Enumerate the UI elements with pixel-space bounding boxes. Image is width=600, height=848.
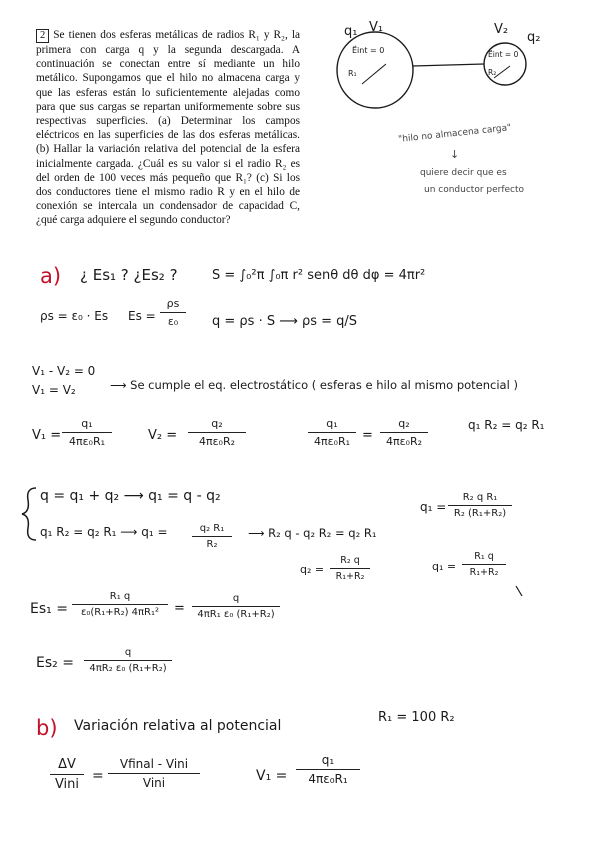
es-label: Es = <box>128 309 156 323</box>
relative-variation-equals: = <box>92 768 104 784</box>
diagram-r2-label: R₂ <box>488 68 497 77</box>
charge-radius-product: q₁ R₂ = q₂ R₁ <box>468 418 545 432</box>
q1-final-denominator: R₁+R₂ <box>469 567 499 578</box>
wire-note-line1: quiere decir que es <box>420 168 507 178</box>
v2-label: V₂ = <box>148 428 178 443</box>
relative-variation-numerator: ΔV <box>58 757 76 772</box>
part-a-label: a) <box>40 264 62 288</box>
problem-number: 2 <box>36 29 49 43</box>
es1-denominator: ε₀(R₁+R₂) 4πR₁² <box>80 607 160 618</box>
problem-text: Se tienen dos esferas metálicas de radios R₁ y R₂, la primera con carga q y la segunda descargada. A continuación se conectan entre sí mediante un hilo metálico. Supongamos que el hilo no almacena carga y que las esferas están lo suficientemente alejadas como para que sus cargas se repartan uniformemente sobre sus respectivas superficies. (a) Determinar los campos eléctricos en las superficies de las dos esferas metálicas. (b) Hallar la variación relativa del potencial de la esfera inicialmente cargada. ¿Cuál es su valor si el radio R₂ es del orden de 100 veces más pequeño que R₁? (c) Si los dos conductores tiene el mismo radio R y en el hilo de conexión se intercala un condensador de capacidad C, ¿qué carga adquiere el segundo conductor? <box>36 29 300 227</box>
ratio-numerator-2: q₂ <box>398 417 410 430</box>
potential-equal: V₁ = V₂ <box>32 383 76 397</box>
ratio-equals: = <box>362 428 373 443</box>
es1-simplified-fraction <box>192 593 280 620</box>
v1-numerator: q₁ <box>81 417 93 430</box>
ratio-numerator-1: q₁ <box>326 417 338 430</box>
v1-denominator: 4πε₀R₁ <box>68 435 106 448</box>
es1-fraction <box>72 591 168 618</box>
wire-note-quote: "hilo no almacena carga" <box>397 123 512 145</box>
part-b-v1-numerator: q₁ <box>321 753 335 767</box>
q1-final-label: q₁ = <box>432 560 457 573</box>
q2-result-fraction <box>330 555 370 582</box>
q2-result-numerator: R₂ q <box>340 555 360 566</box>
equilibrium-statement: ⟶ Se cumple el eq. electrostático ( esferas e hilo al mismo potencial ) <box>110 378 518 392</box>
potential-difference: V₁ - V₂ = 0 <box>32 364 96 378</box>
diagram-v2-label: V₂ <box>494 22 509 37</box>
relative-variation-fraction <box>50 757 84 792</box>
es-numerator: ρs <box>166 297 180 310</box>
diagram-eint1-label: E⃗int = 0 <box>352 46 385 55</box>
es2-label: Es₂ = <box>36 655 74 671</box>
surface-integral: S = ∫₀²π ∫₀π r² senθ dθ dφ = 4πr² <box>212 268 426 283</box>
rho-definition: ρs = ε₀ · Es <box>40 309 109 323</box>
potential-difference-numerator: Vfinal - Vini <box>119 757 189 771</box>
es1-label: Es₁ = <box>30 601 68 617</box>
diagram-q1-label: q₁ <box>344 24 358 39</box>
part-b-v1-fraction <box>296 753 360 786</box>
ratio-denominator-2: 4πε₀R₂ <box>385 435 423 448</box>
radius-relation: R₁ = 100 R₂ <box>378 710 455 725</box>
q2-result-label: q₂ = <box>300 563 325 576</box>
q1-intermediate-fraction <box>192 523 232 550</box>
q1-result-label: q₁ = <box>420 500 447 514</box>
diagram-q2-label: q₂ <box>527 30 541 45</box>
v2-numerator: q₂ <box>211 417 223 430</box>
system-equation-1: q = q₁ + q₂ ⟶ q₁ = q - q₂ <box>40 488 221 504</box>
es1-numerator: R₁ q <box>109 591 131 602</box>
part-b-label: b) <box>36 716 58 740</box>
charge-density-relation: q = ρs · S ⟶ ρs = q/S <box>212 314 358 329</box>
diagram-v1-label: V₁ <box>369 20 384 35</box>
part-b-title: Variación relativa al potencial <box>74 718 282 734</box>
system-equation-2: q₁ R₂ = q₂ R₁ ⟶ q₁ = <box>40 525 168 539</box>
diagram-r1-label: R₁ <box>348 69 357 78</box>
es-denominator: ε₀ <box>167 315 179 328</box>
ratio-denominator-1: 4πε₀R₁ <box>313 435 351 448</box>
es2-fraction <box>84 647 172 674</box>
es1-simplified-numerator: q <box>232 593 240 604</box>
wire-note-arrow: ↓ <box>450 148 460 161</box>
field-questions: ¿ Es₁ ? ¿Es₂ ? <box>80 266 178 284</box>
es1-equals: = <box>174 601 185 616</box>
v1-label: V₁ = <box>32 428 62 443</box>
q1-intermediate-numerator: q₂ R₁ <box>199 523 225 534</box>
part-b-v1-label: V₁ = <box>256 768 288 784</box>
q1-result-numerator: R₂ q R₁ <box>462 492 498 503</box>
q1-final-numerator: R₁ q <box>474 551 494 562</box>
q1-result-denominator: R₂ (R₁+R₂) <box>453 508 507 519</box>
es2-denominator: 4πR₂ ε₀ (R₁+R₂) <box>89 663 167 674</box>
es1-simplified-denominator: 4πR₁ ε₀ (R₁+R₂) <box>197 609 275 620</box>
diagram-eint2-label: E⃗int = 0 <box>488 50 519 59</box>
system-substitution: ⟶ R₂ q - q₂ R₂ = q₂ R₁ <box>248 526 377 540</box>
q1-result-fraction <box>448 492 512 519</box>
potential-difference-denominator: Vini <box>142 776 166 790</box>
part-b-v1-denominator: 4πε₀R₁ <box>308 772 348 786</box>
q1-intermediate-denominator: R₂ <box>206 539 218 550</box>
v2-denominator: 4πε₀R₂ <box>198 435 236 448</box>
es2-numerator: q <box>124 647 132 658</box>
answer-check-mark <box>516 586 522 596</box>
relative-variation-denominator: Vini <box>54 777 80 792</box>
wire-note-line2: un conductor perfecto <box>424 185 525 195</box>
q2-result-denominator: R₁+R₂ <box>335 571 365 582</box>
system-brace <box>22 488 36 540</box>
potential-difference-fraction <box>108 757 200 790</box>
q1-final-fraction <box>462 551 506 578</box>
